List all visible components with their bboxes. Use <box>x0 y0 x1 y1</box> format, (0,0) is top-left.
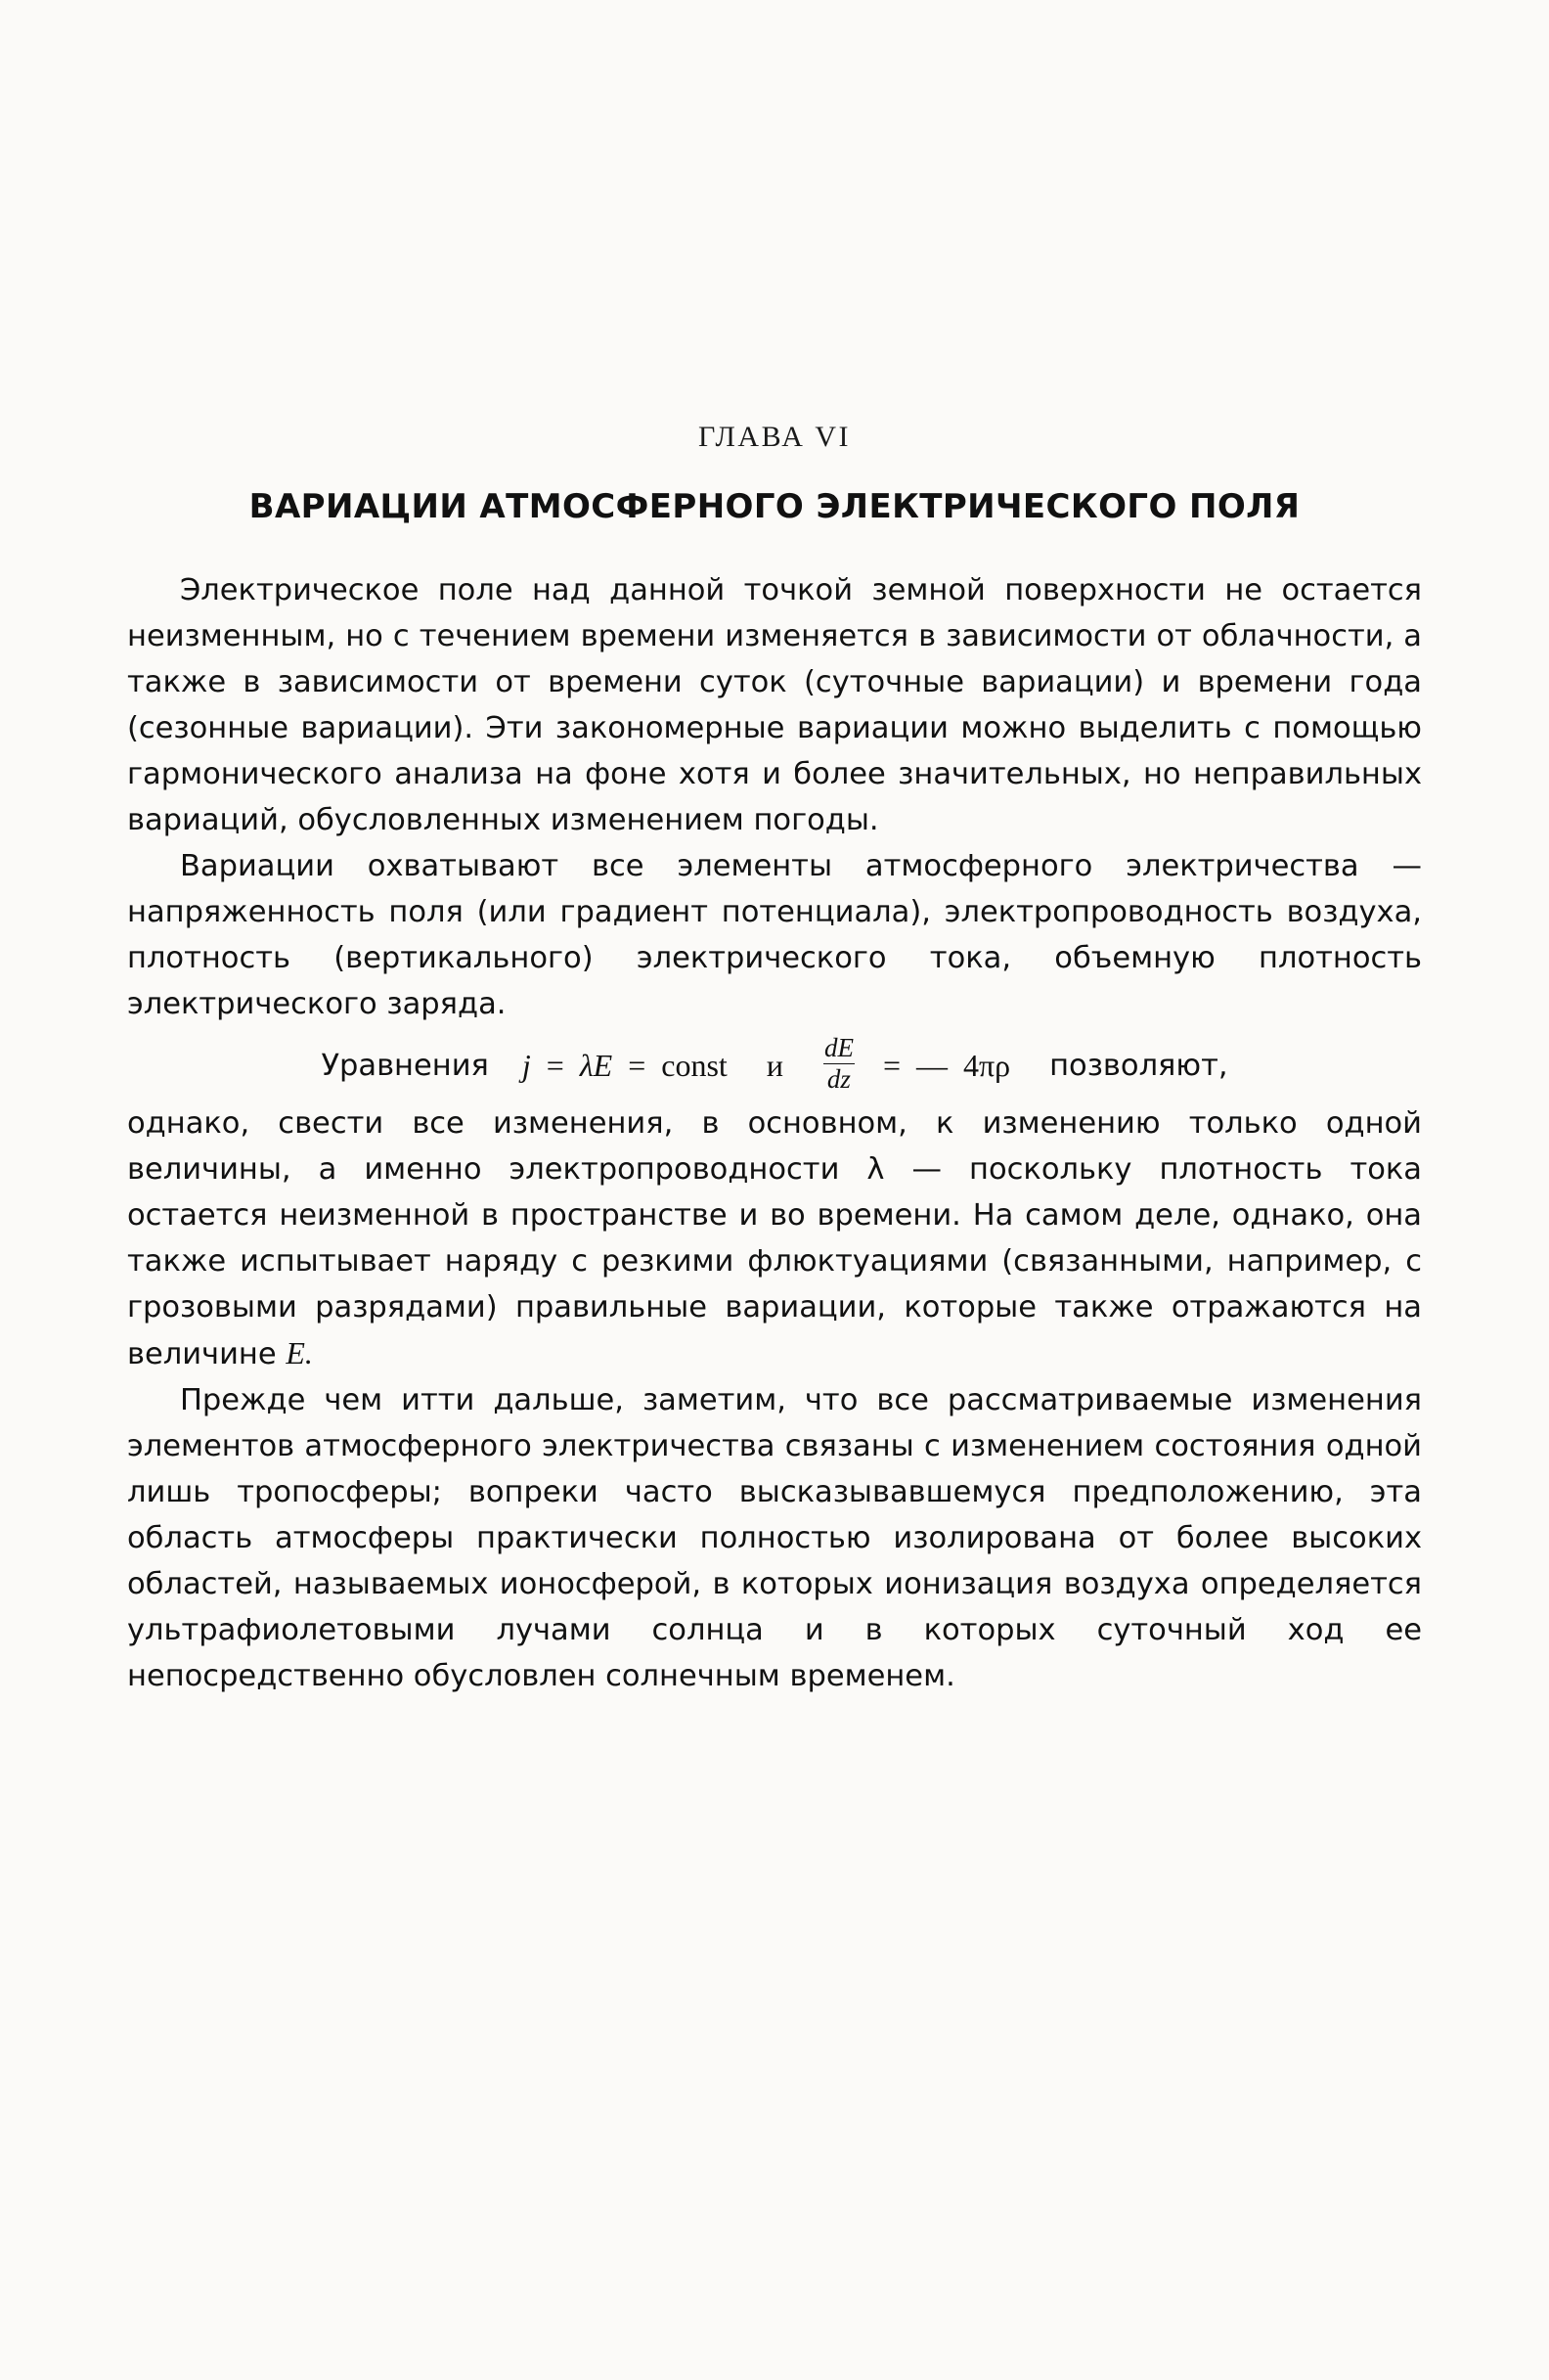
equation-lead-word: Уравнения <box>321 1049 489 1083</box>
page-content <box>61 421 1488 1699</box>
equation-const: const <box>661 1048 728 1083</box>
paragraph-block-4 <box>61 1377 1488 1699</box>
equation-fraction-de-dz <box>820 1035 858 1093</box>
equation-symbol-j: j <box>521 1048 531 1083</box>
fraction-numerator: dE <box>823 1033 854 1062</box>
equation-symbol-lambda-e: λE <box>579 1048 613 1083</box>
page-title: ВАРИАЦИИ АТМОСФЕРНОГО ЭЛЕКТРИЧЕСКОГО ПОЛЯ <box>248 487 1301 526</box>
paragraph-block-2 <box>61 843 1488 1027</box>
equation-minus-sign: — <box>915 1048 948 1083</box>
equation-trailing-word: позволяют, <box>1049 1049 1228 1083</box>
inline-symbol-e: E. <box>286 1335 313 1370</box>
chapter-label: ГЛАВА VI <box>697 421 852 453</box>
equation-line <box>61 1033 1488 1095</box>
paragraph-block-3 <box>61 1100 1488 1377</box>
paragraph-text: однако, свести все изменения, в основном, к изменению только одной величины, а именно электропроводности λ — поскольку плотность тока остается неизменной в пространстве и во времени. На самом деле, однако, она также испытывает наряду с резкими флюктуациями (связанными, например, с грозовыми разрядами) правильные вариации, которые также отражаются на величине <box>127 1106 1422 1371</box>
paragraph: Прежде чем итти дальше, заметим, что все рассматриваемые изменения элементов атмосферного электричества связаны с изменением состояния одной лишь тропосферы; вопреки часто высказывавшемуся предположению, эта область атмосферы практически полностью изолирована от более высоких областей, называемых ионосферой, в которых ионизация воздуха определяется ультрафиолетовыми лучами солнца и в которых суточный ход ее непосредственно обусловлен солнечным временем. <box>127 1383 1422 1693</box>
fraction-denominator: dz <box>823 1063 855 1093</box>
equation-conjunction: и <box>766 1048 783 1083</box>
paragraph: Электрическое поле над данной точкой земной поверхности не остается неизменным, но с течением времени изменяется в зависимости от облачности, а также в зависимости от времени суток (суточные вариации) и времени года (сезонные вариации). Эти закономерные вариации можно выделить с помощью гармонического анализа на фоне хотя и более значительных, но неправильных вариаций, обусловленных изменением погоды. <box>127 573 1422 837</box>
equation-equals-2: = <box>628 1048 646 1083</box>
equation-right-hand-side: 4πρ <box>962 1048 1011 1083</box>
equation-equals-1: = <box>546 1048 564 1083</box>
paragraph <box>127 1100 1422 1377</box>
paragraph-block-1 <box>61 567 1488 843</box>
paragraph: Вариации охватывают все элементы атмосферного электричества — напряженность поля (или градиент потенциала), электропроводность воздуха, плотность (вертикального) электрического тока, объемную плотность электрического заряда. <box>127 849 1422 1021</box>
equation-equals-3: = <box>882 1048 901 1083</box>
